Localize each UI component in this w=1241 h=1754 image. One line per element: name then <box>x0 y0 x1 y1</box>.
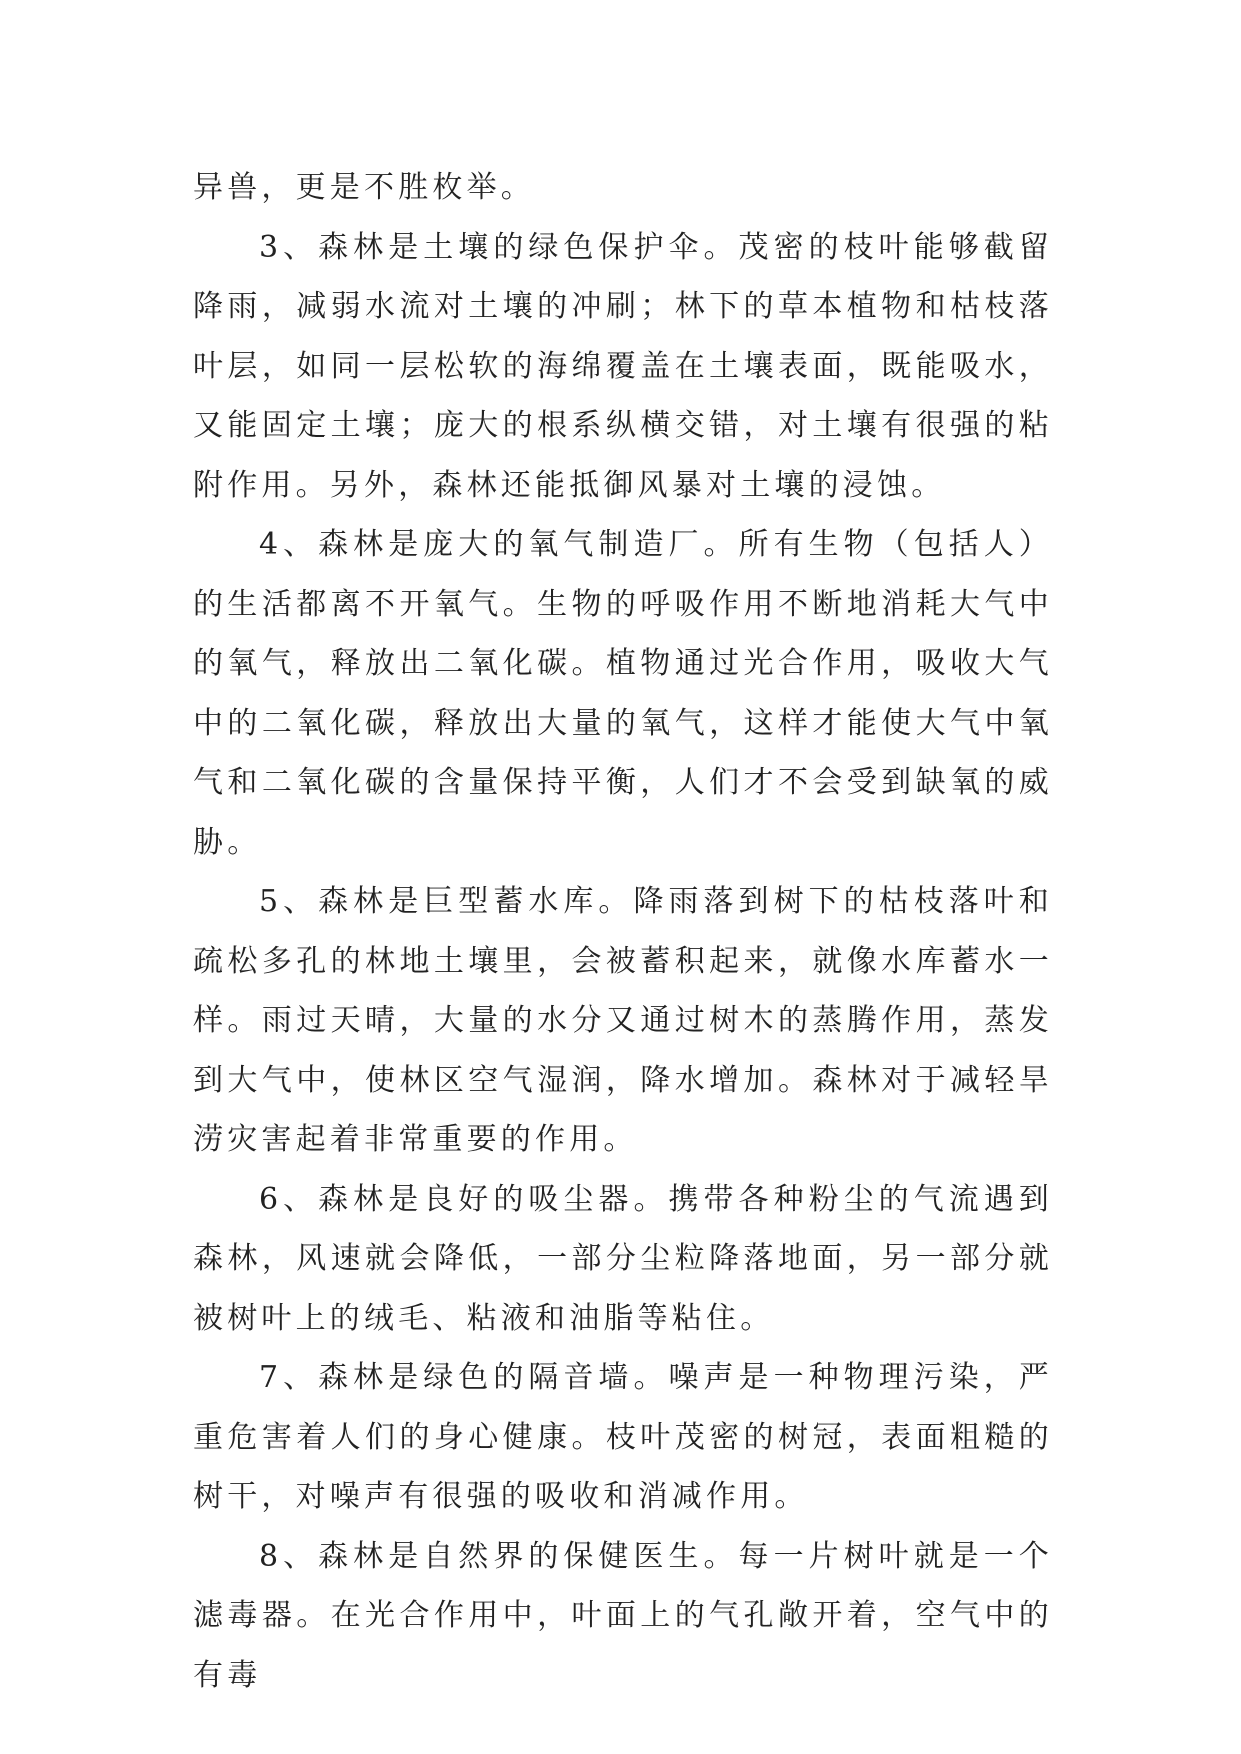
paragraph-item-4: 4、森林是庞大的氧气制造厂。所有生物（包括人）的生活都离不开氧气。生物的呼吸作用不断地消耗大气中的氧气，释放出二氧化碳。植物通过光合作用，吸收大气中的二氧化碳，释放出大量的氧气，这样才能使大气中氧气和二氧化碳的含量保持平衡，人们才不会受到缺氧的威胁。 <box>193 527 1053 860</box>
paragraph-item-8: 8、森林是自然界的保健医生。每一片树叶就是一个滤毒器。在光合作用中，叶面上的气孔敞开着，空气中的有毒 <box>193 1538 1053 1693</box>
paragraph-item-7: 7、森林是绿色的隔音墙。噪声是一种物理污染，严重危害着人们的身心健康。枝叶茂密的树冠，表面粗糙的树干，对噪声有很强的吸收和消减作用。 <box>193 1360 1053 1514</box>
paragraph-item-5: 5、森林是巨型蓄水库。降雨落到树下的枯枝落叶和疏松多孔的林地土壤里，会被蓄积起来，就像水库蓄水一样。雨过天晴，大量的水分又通过树木的蒸腾作用，蒸发到大气中，使林区空气湿润，降水增加。森林对于减轻旱涝灾害起着非常重要的作用。 <box>193 884 1053 1157</box>
paragraph-item-3: 3、森林是土壤的绿色保护伞。茂密的枝叶能够截留降雨，减弱水流对土壤的冲刷；林下的草本植物和枯枝落叶层，如同一层松软的海绵覆盖在土壤表面，既能吸水，又能固定土壤；庞大的根系纵横交错，对土壤有很强的粘附作用。另外，森林还能抵御风暴对土壤的浸蚀。 <box>193 229 1053 503</box>
body-text <box>193 158 1053 1705</box>
paragraph-continuation: 异兽，更是不胜枚举。 <box>193 170 535 205</box>
paragraph-item-6: 6、森林是良好的吸尘器。携带各种粉尘的气流遇到森林，风速就会降低，一部分尘粒降落地面，另一部分就被树叶上的绒毛、粘液和油脂等粘住。 <box>193 1181 1053 1336</box>
